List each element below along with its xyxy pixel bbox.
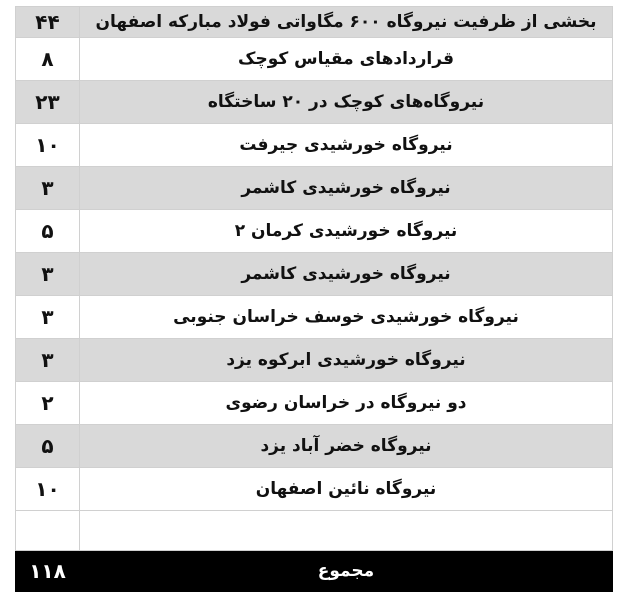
table-row (16, 124, 613, 167)
total-value: ۱۱۸ (16, 551, 80, 592)
row-name: نیروگاه نائین اصفهان (80, 468, 613, 511)
capacity-table (15, 6, 613, 592)
row-value: ۴۴ (16, 7, 80, 38)
row-name: نیروگاه خورشیدی کاشمر (80, 253, 613, 296)
row-name: نیروگاه خورشیدی ابرکوه یزد (80, 339, 613, 382)
row-value: ۸ (16, 38, 80, 81)
table-row (16, 425, 613, 468)
table-row (16, 210, 613, 253)
table-row (16, 468, 613, 511)
row-value: ۲ (16, 382, 80, 425)
table-row (16, 296, 613, 339)
table-row (16, 339, 613, 382)
row-value: ۲۳ (16, 81, 80, 124)
row-value: ۳ (16, 296, 80, 339)
empty-row (16, 511, 613, 551)
row-value: ۵ (16, 425, 80, 468)
row-name: نیروگاه خضر آباد یزد (80, 425, 613, 468)
empty-cell (16, 511, 80, 551)
row-name: نیروگاه‌های کوچک در ۲۰ ساختگاه (80, 81, 613, 124)
row-value: ۵ (16, 210, 80, 253)
empty-cell (80, 511, 613, 551)
total-row (16, 551, 613, 592)
table-row (16, 7, 613, 38)
row-value: ۳ (16, 167, 80, 210)
row-name: نیروگاه خورشیدی کاشمر (80, 167, 613, 210)
row-name: نیروگاه خورشیدی خوسف خراسان جنوبی (80, 296, 613, 339)
row-value: ۳ (16, 339, 80, 382)
table-container (15, 6, 613, 592)
row-name: نیروگاه خورشیدی کرمان ۲ (80, 210, 613, 253)
row-value: ۱۰ (16, 124, 80, 167)
row-name: دو نیروگاه در خراسان رضوی (80, 382, 613, 425)
table-row (16, 253, 613, 296)
row-value: ۳ (16, 253, 80, 296)
table-row (16, 38, 613, 81)
total-label: مجموع (80, 551, 613, 592)
row-name: قراردادهای مقیاس کوچک (80, 38, 613, 81)
row-name: نیروگاه خورشیدی جیرفت (80, 124, 613, 167)
row-name: بخشی از ظرفیت نیروگاه ۶۰۰ مگاواتی فولاد مبارکه اصفهان (80, 7, 613, 38)
row-value: ۱۰ (16, 468, 80, 511)
table-row (16, 382, 613, 425)
table-row (16, 81, 613, 124)
table-row (16, 167, 613, 210)
